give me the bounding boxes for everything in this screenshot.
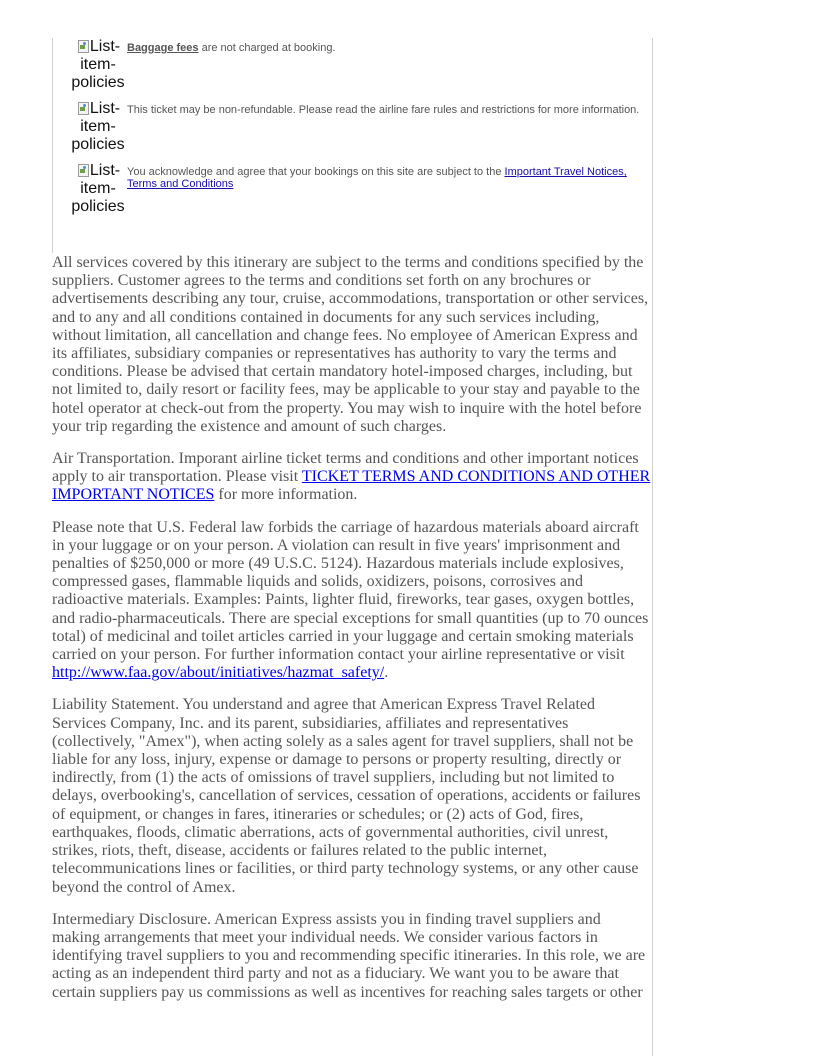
services-paragraph: All services covered by this itinerary are subject to the terms and conditions specified by the suppliers. Customer agrees to the terms and conditions set forth on any brochures or advertisements describing any tour, cruise, accommodations, transportation or other services, and to any and all conditions contained in documents for any such services including, without limitation, all cancellation and change fees. No employee of American Express and its affiliates, subsidiary companies or representatives has authority to vary the terms and conditions. Please be advised that certain mandatory hotel-imposed charges, including, but not limited to, daily resort or facility fees, may be applicable to your stay and payable to the hotel operator at check-out from the property. You may wish to inquire with the hotel before your trip regarding the existence and amount of such charges. bbox=[52, 254, 649, 435]
policy-text bbox=[127, 162, 652, 190]
image-alt-text: List-item-policies bbox=[71, 162, 125, 215]
policy-item-baggage bbox=[69, 38, 652, 92]
policy-list bbox=[52, 38, 652, 216]
policy-text bbox=[127, 38, 336, 54]
image-alt-text: List-item-policies bbox=[71, 100, 125, 153]
document-body bbox=[52, 38, 652, 1016]
liability-paragraph: Liability Statement. You understand and agree that American Express Travel Related Services Company, Inc. and its parent, subsidiaries, affiliates and representatives (collectively, "Amex"), when acting solely as a sales agent for travel suppliers, shall not be liable for any loss, injury, expense or damage to persons or property resulting, directly or indirectly, from (1) the acts of omissions of travel suppliers, including but not limited to delays, overbooking's, cancellation of services, cessation of operations, accidents or failures of equipment, or changes in fares, itineraries or schedules; or (2) acts of God, fires, earthquakes, floods, climatic aberrations, acts of governmental authorities, civil unrest, strikes, riots, theft, disease, accidents or failures related to the public internet, telecommunications lines or facilities, or third party technology systems, or any other cause beyond the control of Amex. bbox=[52, 696, 641, 896]
policy-item-terms bbox=[69, 162, 652, 216]
broken-image-icon bbox=[69, 100, 127, 154]
broken-image-icon bbox=[69, 162, 127, 216]
air-transportation-paragraph bbox=[52, 450, 652, 505]
policy-item-refund bbox=[69, 100, 652, 154]
policy-text-rest: are not charged at booking. bbox=[198, 42, 336, 54]
air-text-end: for more information. bbox=[214, 486, 358, 504]
faa-hazmat-link[interactable]: http://www.faa.gov/about/initiatives/hazmat_safety/ bbox=[52, 664, 385, 682]
important-travel-notices-link[interactable]: Important Travel Notices, Terms and Conditions bbox=[127, 166, 627, 190]
policy-text-lead: You acknowledge and agree that your bookings on this site are subject to the bbox=[127, 166, 505, 178]
ticket-terms-link[interactable]: TICKET TERMS AND CONDITIONS AND OTHER IMPORTANT NOTICES bbox=[52, 468, 651, 504]
intermediary-paragraph: Intermediary Disclosure. American Express assists you in finding travel suppliers and making arrangements that meet your individual needs. We consider various factors in identifying travel suppliers to you and recommending specific itineraries. In this role, we are acting as an independent third party and not as a fiduciary. We want you to be aware that certain suppliers pay us commissions as well as incentives for reaching sales targets or other bbox=[52, 910, 646, 1001]
hazmat-text-end: . bbox=[384, 664, 389, 682]
broken-image-icon bbox=[69, 38, 127, 92]
hazmat-text: Please note that U.S. Federal law forbids the carriage of hazardous materials aboard aircraft in your luggage or on your person. A violation can result in five years' imprisonment and penalties of $250,000 or more (49 U.S.C. 5124). Hazardous materials include explosives, compressed gases, flammable liquids and solids, oxidizers, poisons, corrosives and radioactive materials. Examples: Paints, lighter fluid, fireworks, tear gases, oxygen bottles, and radio-pharmaceuticals. There are special exceptions for small quantities (up to 70 ounces total) of medicinal and toilet articles carried in your luggage and certain smoking materials carried on your person. For further information contact your airline representative or visit bbox=[52, 518, 649, 664]
baggage-fees-link[interactable]: Baggage fees bbox=[127, 42, 199, 54]
right-border bbox=[652, 38, 653, 1056]
air-text: Air Transportation. Imporant airline ticket terms and conditions and other important notices apply to air transportation. Please visit bbox=[52, 450, 639, 486]
image-alt-text: List-item-policies bbox=[71, 38, 125, 91]
policy-text: This ticket may be non-refundable. Please read the airline fare rules and restrictions for more information. bbox=[127, 104, 640, 116]
hazmat-paragraph bbox=[52, 519, 652, 683]
